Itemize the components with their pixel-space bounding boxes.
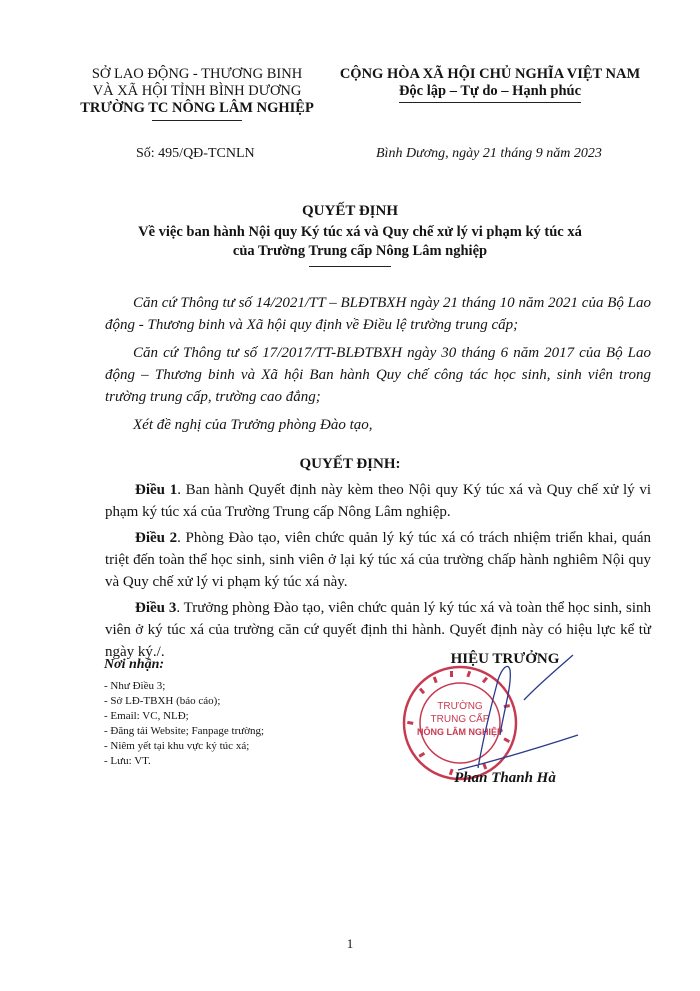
article-2 bbox=[105, 527, 651, 593]
recipient-item: - Lưu: VT. bbox=[104, 755, 151, 767]
handwritten-signature-icon bbox=[438, 640, 588, 780]
legal-basis bbox=[105, 292, 651, 436]
article-1 bbox=[105, 479, 651, 523]
country-name: CỘNG HÒA XÃ HỘI CHỦ NGHĨA VIỆT NAM bbox=[339, 66, 641, 82]
recipients bbox=[104, 657, 364, 769]
recipients-heading: Nơi nhận: bbox=[104, 657, 165, 672]
basis-3: Xét đề nghị của Trưởng phòng Đào tạo, bbox=[133, 417, 373, 433]
signer-name: Phan Thanh Hà bbox=[454, 770, 556, 786]
signer-title: HIỆU TRƯỞNG bbox=[450, 651, 560, 667]
subject-line-1: Về việc ban hành Nội quy Ký túc xá và Quy chế xử lý vi phạm ký túc xá bbox=[138, 224, 582, 240]
subject-line-2: của Trường Trung cấp Nông Lâm nghiệp bbox=[232, 243, 488, 259]
recipient-item: - Sở LĐ-TBXH (báo cáo); bbox=[104, 695, 221, 707]
motto: Độc lập – Tự do – Hạnh phúc bbox=[399, 83, 581, 103]
agency-divider bbox=[152, 120, 242, 121]
agency-line-3: TRƯỜNG TC NÔNG LÂM NGHIỆP bbox=[80, 100, 314, 116]
basis-1: Căn cứ Thông tư số 14/2021/TT – BLĐTBXH ngày 21 tháng 10 năm 2021 của Bộ Lao động - Thương binh và Xã hội quy định về Điều lệ trường trung cấp; bbox=[105, 295, 651, 333]
title-divider bbox=[309, 266, 391, 267]
article-2-label: Điều 2 bbox=[135, 530, 178, 546]
recipient-item: - Đăng tải Website; Fanpage trường; bbox=[104, 725, 265, 737]
agency-line-1: SỞ LAO ĐỘNG - THƯƠNG BINH bbox=[91, 66, 303, 82]
place-date: Bình Dương, ngày 21 tháng 9 năm 2023 bbox=[376, 146, 602, 161]
document-subject bbox=[40, 223, 680, 261]
stamp-line-3: NÔNG LÂM NGHIỆP bbox=[416, 727, 503, 737]
recipient-item: - Như Điều 3; bbox=[104, 680, 166, 692]
stamp-line-1: TRƯỜNG bbox=[437, 701, 483, 712]
recipient-item: - Email: VC, NLĐ; bbox=[104, 710, 189, 722]
recipient-item: - Niêm yết tại khu vực ký túc xá; bbox=[104, 740, 250, 752]
national-motto bbox=[330, 66, 650, 103]
decision-heading: QUYẾT ĐỊNH: bbox=[299, 456, 401, 472]
stamp-line-2: TRUNG CẤP bbox=[430, 714, 490, 725]
basis-2: Căn cứ Thông tư số 17/2017/TT-BLĐTBXH ngày 30 tháng 6 năm 2017 của Bộ Lao động – Thương binh và Xã hội Ban hành Quy chế công tác học sinh, sinh viên trong trường trung cấp, trường cao đẳng; bbox=[105, 345, 651, 405]
document-number: Số: 495/QĐ-TCNLN bbox=[136, 146, 255, 161]
document-title: QUYẾT ĐỊNH bbox=[302, 203, 398, 219]
article-1-label: Điều 1 bbox=[135, 482, 178, 498]
article-1-text: . Ban hành Quyết định này kèm theo Nội quy Ký túc xá và Quy chế xử lý vi phạm ký túc xá của Trường Trung cấp Nông Lâm nghiệp. bbox=[105, 482, 652, 520]
agency-line-2: VÀ XÃ HỘI TỈNH BÌNH DƯƠNG bbox=[92, 83, 302, 99]
articles bbox=[105, 479, 651, 663]
article-3-label: Điều 3 bbox=[135, 600, 177, 616]
page-number: 1 bbox=[346, 936, 354, 951]
article-2-text: . Phòng Đào tạo, viên chức quản lý ký túc xá có trách nhiệm triển khai, quán triệt đến toàn thể học sinh, sinh viên ở lại ký túc xá của trường chấp hành nghiêm Nội quy và Quy chế xử lý vi phạm ký túc xá này. bbox=[105, 530, 652, 590]
issuing-agency bbox=[62, 66, 332, 121]
article-3-text: . Trưởng phòng Đào tạo, viên chức quản lý ký túc xá và toàn thể học sinh, sinh viên ở ký túc xá của trường căn cứ quyết định thi hành. Quyết định này có hiệu lực kể từ ngày ký./. bbox=[105, 600, 652, 660]
